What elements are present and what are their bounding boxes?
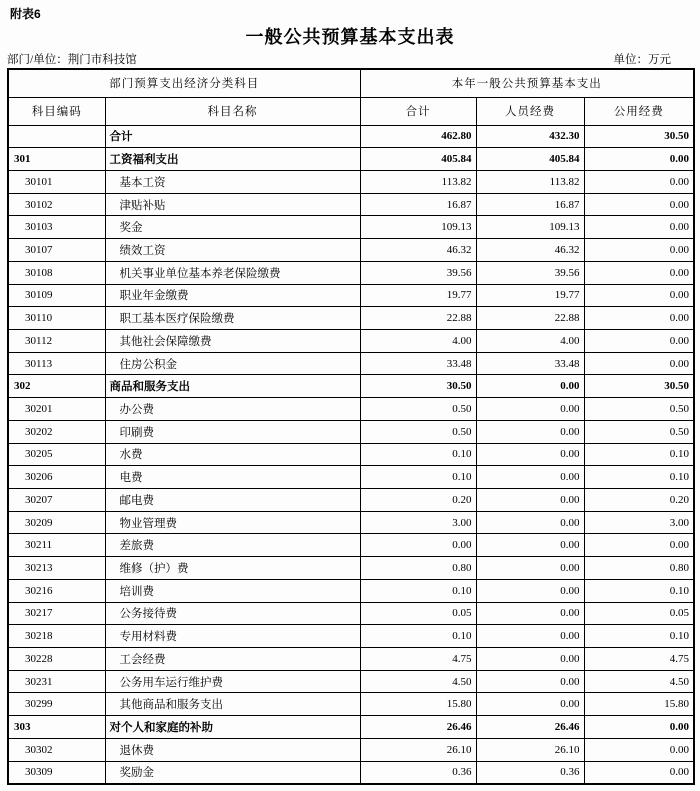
table-row — [8, 534, 694, 557]
public-funds-cell: 0.80 — [584, 557, 694, 580]
subject-code-cell: 303 — [8, 716, 105, 739]
subject-code-cell: 30217 — [8, 602, 105, 625]
subject-name-cell: 基本工资 — [105, 170, 360, 193]
public-funds-cell: 0.50 — [584, 420, 694, 443]
total-amount-cell: 405.84 — [360, 148, 476, 171]
subject-code-cell: 30112 — [8, 329, 105, 352]
personnel-funds-cell: 0.00 — [476, 511, 584, 534]
public-funds-cell: 0.20 — [584, 489, 694, 512]
subject-name-cell: 津贴补贴 — [105, 193, 360, 216]
public-funds-cell: 0.50 — [584, 398, 694, 421]
personnel-funds-cell: 432.30 — [476, 125, 584, 148]
table-row — [8, 148, 694, 171]
personnel-funds-cell: 0.00 — [476, 557, 584, 580]
table-row — [8, 284, 694, 307]
column-header-subject-code: 科目编码 — [8, 97, 105, 125]
public-funds-cell: 0.10 — [584, 625, 694, 648]
table-row — [8, 489, 694, 512]
total-amount-cell: 113.82 — [360, 170, 476, 193]
subject-name-cell: 奖金 — [105, 216, 360, 239]
personnel-funds-cell: 0.00 — [476, 534, 584, 557]
group-header-basic-expenditure: 本年一般公共预算基本支出 — [360, 69, 694, 97]
budget-table-body — [8, 125, 694, 784]
subject-code-cell: 30110 — [8, 307, 105, 330]
subject-code-cell — [8, 125, 105, 148]
personnel-funds-cell: 0.00 — [476, 602, 584, 625]
table-row — [8, 625, 694, 648]
subject-code-cell: 30109 — [8, 284, 105, 307]
subject-name-cell: 职业年金缴费 — [105, 284, 360, 307]
public-funds-cell: 0.00 — [584, 307, 694, 330]
table-row — [8, 329, 694, 352]
attachment-table-tag: 附表6 — [10, 7, 41, 21]
personnel-funds-cell: 0.00 — [476, 693, 584, 716]
subject-name-cell: 住房公积金 — [105, 352, 360, 375]
public-funds-cell: 4.75 — [584, 648, 694, 671]
personnel-funds-cell: 39.56 — [476, 261, 584, 284]
table-row — [8, 352, 694, 375]
subject-code-cell: 30228 — [8, 648, 105, 671]
subject-code-cell: 30206 — [8, 466, 105, 489]
total-amount-cell: 0.50 — [360, 398, 476, 421]
subject-code-cell: 30113 — [8, 352, 105, 375]
column-header-row — [8, 97, 694, 125]
subject-code-cell: 30302 — [8, 738, 105, 761]
public-funds-cell: 0.00 — [584, 170, 694, 193]
subject-name-cell: 合计 — [105, 125, 360, 148]
total-amount-cell: 4.00 — [360, 329, 476, 352]
total-amount-cell: 30.50 — [360, 375, 476, 398]
table-row — [8, 557, 694, 580]
table-row — [8, 716, 694, 739]
total-amount-cell: 33.48 — [360, 352, 476, 375]
total-amount-cell: 3.00 — [360, 511, 476, 534]
personnel-funds-cell: 0.00 — [476, 489, 584, 512]
subject-name-cell: 工资福利支出 — [105, 148, 360, 171]
total-amount-cell: 0.50 — [360, 420, 476, 443]
subject-name-cell: 绩效工资 — [105, 239, 360, 262]
personnel-funds-cell: 19.77 — [476, 284, 584, 307]
subject-name-cell: 培训费 — [105, 579, 360, 602]
subject-name-cell: 印刷费 — [105, 420, 360, 443]
subject-name-cell: 对个人和家庭的补助 — [105, 716, 360, 739]
group-header-row — [8, 69, 694, 97]
subject-code-cell: 30101 — [8, 170, 105, 193]
subject-name-cell: 电费 — [105, 466, 360, 489]
group-header-classification: 部门预算支出经济分类科目 — [8, 69, 360, 97]
table-row — [8, 602, 694, 625]
total-amount-cell: 0.10 — [360, 443, 476, 466]
public-funds-cell: 0.00 — [584, 534, 694, 557]
total-amount-cell: 109.13 — [360, 216, 476, 239]
column-header-public-funds: 公用经费 — [584, 97, 694, 125]
subject-name-cell: 邮电费 — [105, 489, 360, 512]
personnel-funds-cell: 4.00 — [476, 329, 584, 352]
subject-code-cell: 30207 — [8, 489, 105, 512]
personnel-funds-cell: 109.13 — [476, 216, 584, 239]
subject-code-cell: 30299 — [8, 693, 105, 716]
subject-code-cell: 302 — [8, 375, 105, 398]
public-funds-cell: 0.10 — [584, 579, 694, 602]
total-amount-cell: 26.46 — [360, 716, 476, 739]
public-funds-cell: 0.10 — [584, 466, 694, 489]
table-row — [8, 466, 694, 489]
table-row — [8, 261, 694, 284]
personnel-funds-cell: 16.87 — [476, 193, 584, 216]
public-funds-cell: 0.00 — [584, 352, 694, 375]
subject-name-cell: 维修（护）费 — [105, 557, 360, 580]
table-row — [8, 420, 694, 443]
public-funds-cell: 0.00 — [584, 216, 694, 239]
public-funds-cell: 0.00 — [584, 239, 694, 262]
personnel-funds-cell: 405.84 — [476, 148, 584, 171]
subject-code-cell: 30213 — [8, 557, 105, 580]
total-amount-cell: 462.80 — [360, 125, 476, 148]
personnel-funds-cell: 0.00 — [476, 375, 584, 398]
table-row — [8, 670, 694, 693]
personnel-funds-cell: 46.32 — [476, 239, 584, 262]
column-header-total: 合计 — [360, 97, 476, 125]
column-header-personnel-funds: 人员经费 — [476, 97, 584, 125]
subject-code-cell: 30211 — [8, 534, 105, 557]
public-funds-cell: 30.50 — [584, 375, 694, 398]
page-title: 一般公共预算基本支出表 — [245, 27, 455, 47]
table-row — [8, 443, 694, 466]
subject-name-cell: 职工基本医疗保险缴费 — [105, 307, 360, 330]
currency-unit-label: 单位：万元 — [613, 54, 671, 66]
table-row — [8, 761, 694, 784]
public-funds-cell: 0.05 — [584, 602, 694, 625]
personnel-funds-cell: 0.00 — [476, 670, 584, 693]
public-funds-cell: 4.50 — [584, 670, 694, 693]
table-row — [8, 170, 694, 193]
subject-code-cell: 30202 — [8, 420, 105, 443]
subject-name-cell: 商品和服务支出 — [105, 375, 360, 398]
personnel-funds-cell: 22.88 — [476, 307, 584, 330]
subject-code-cell: 30102 — [8, 193, 105, 216]
total-amount-cell: 0.36 — [360, 761, 476, 784]
subject-name-cell: 公务用车运行维护费 — [105, 670, 360, 693]
personnel-funds-cell: 26.10 — [476, 738, 584, 761]
total-amount-cell: 15.80 — [360, 693, 476, 716]
public-funds-cell: 0.00 — [584, 261, 694, 284]
column-header-subject-name: 科目名称 — [105, 97, 360, 125]
total-amount-cell: 0.10 — [360, 579, 476, 602]
personnel-funds-cell: 0.00 — [476, 398, 584, 421]
subject-code-cell: 30205 — [8, 443, 105, 466]
subject-name-cell: 其他社会保障缴费 — [105, 329, 360, 352]
table-row — [8, 693, 694, 716]
total-amount-cell: 26.10 — [360, 738, 476, 761]
subject-code-cell: 30108 — [8, 261, 105, 284]
subject-name-cell: 公务接待费 — [105, 602, 360, 625]
subject-code-cell: 30218 — [8, 625, 105, 648]
subject-code-cell: 30201 — [8, 398, 105, 421]
total-amount-cell: 39.56 — [360, 261, 476, 284]
subject-name-cell: 工会经费 — [105, 648, 360, 671]
table-row — [8, 216, 694, 239]
public-funds-cell: 0.00 — [584, 284, 694, 307]
public-funds-cell: 3.00 — [584, 511, 694, 534]
personnel-funds-cell: 0.00 — [476, 625, 584, 648]
subject-name-cell: 奖励金 — [105, 761, 360, 784]
meta-row — [7, 51, 693, 67]
budget-table — [7, 68, 695, 785]
public-funds-cell: 0.00 — [584, 761, 694, 784]
public-funds-cell: 30.50 — [584, 125, 694, 148]
personnel-funds-cell: 0.00 — [476, 443, 584, 466]
personnel-funds-cell: 26.46 — [476, 716, 584, 739]
public-funds-cell: 15.80 — [584, 693, 694, 716]
total-amount-cell: 22.88 — [360, 307, 476, 330]
subject-name-cell: 办公费 — [105, 398, 360, 421]
subject-code-cell: 30209 — [8, 511, 105, 534]
table-row — [8, 307, 694, 330]
budget-table-header — [8, 69, 694, 125]
public-funds-cell: 0.00 — [584, 193, 694, 216]
total-amount-cell: 0.20 — [360, 489, 476, 512]
subject-code-cell: 30216 — [8, 579, 105, 602]
subject-name-cell: 物业管理费 — [105, 511, 360, 534]
public-funds-cell: 0.00 — [584, 148, 694, 171]
personnel-funds-cell: 0.00 — [476, 466, 584, 489]
total-amount-cell: 0.80 — [360, 557, 476, 580]
table-row — [8, 648, 694, 671]
personnel-funds-cell: 0.00 — [476, 420, 584, 443]
subject-code-cell: 301 — [8, 148, 105, 171]
subject-name-cell: 退休费 — [105, 738, 360, 761]
subject-name-cell: 机关事业单位基本养老保险缴费 — [105, 261, 360, 284]
department-unit-label: 部门/单位：荆门市科技馆 — [7, 54, 137, 66]
public-funds-cell: 0.00 — [584, 716, 694, 739]
table-row — [8, 738, 694, 761]
table-row — [8, 375, 694, 398]
total-amount-cell: 0.05 — [360, 602, 476, 625]
table-row — [8, 125, 694, 148]
total-amount-cell: 0.10 — [360, 466, 476, 489]
personnel-funds-cell: 33.48 — [476, 352, 584, 375]
personnel-funds-cell: 0.36 — [476, 761, 584, 784]
personnel-funds-cell: 113.82 — [476, 170, 584, 193]
total-amount-cell: 0.00 — [360, 534, 476, 557]
total-amount-cell: 19.77 — [360, 284, 476, 307]
table-row — [8, 511, 694, 534]
subject-name-cell: 差旅费 — [105, 534, 360, 557]
table-row — [8, 193, 694, 216]
subject-name-cell: 专用材料费 — [105, 625, 360, 648]
total-amount-cell: 4.50 — [360, 670, 476, 693]
subject-code-cell: 30309 — [8, 761, 105, 784]
table-row — [8, 579, 694, 602]
subject-name-cell: 其他商品和服务支出 — [105, 693, 360, 716]
total-amount-cell: 0.10 — [360, 625, 476, 648]
personnel-funds-cell: 0.00 — [476, 648, 584, 671]
subject-code-cell: 30107 — [8, 239, 105, 262]
total-amount-cell: 4.75 — [360, 648, 476, 671]
public-funds-cell: 0.00 — [584, 329, 694, 352]
table-row — [8, 239, 694, 262]
table-row — [8, 398, 694, 421]
subject-code-cell: 30231 — [8, 670, 105, 693]
personnel-funds-cell: 0.00 — [476, 579, 584, 602]
public-funds-cell: 0.00 — [584, 738, 694, 761]
total-amount-cell: 16.87 — [360, 193, 476, 216]
public-funds-cell: 0.10 — [584, 443, 694, 466]
subject-name-cell: 水费 — [105, 443, 360, 466]
total-amount-cell: 46.32 — [360, 239, 476, 262]
subject-code-cell: 30103 — [8, 216, 105, 239]
